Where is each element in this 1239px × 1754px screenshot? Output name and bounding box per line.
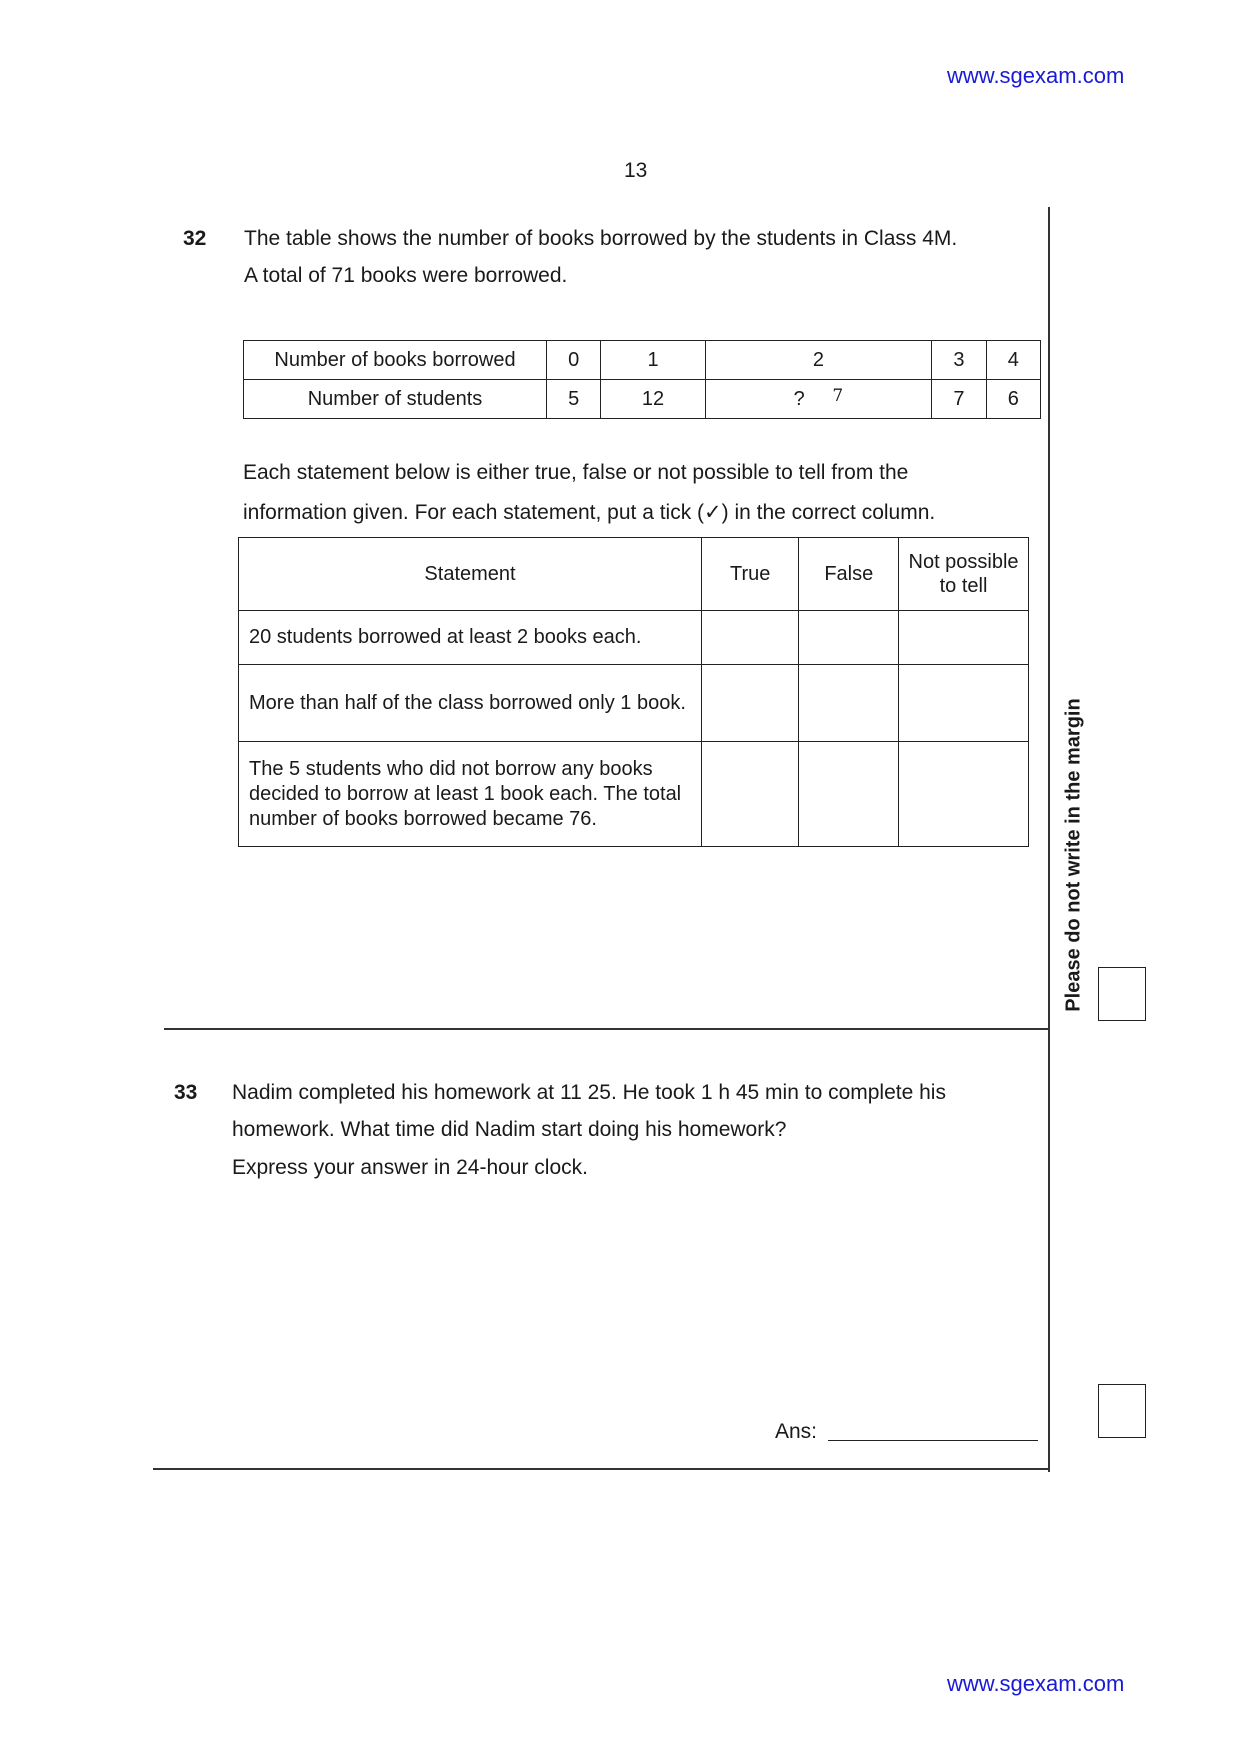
- tick-cell-true[interactable]: [702, 742, 799, 847]
- q32-number: 32: [183, 227, 207, 250]
- statement-row: [239, 665, 1029, 742]
- tick-cell-not-possible[interactable]: [899, 742, 1029, 847]
- books-cell: 4: [986, 341, 1040, 380]
- q33-answer-label: Ans:: [775, 1420, 818, 1443]
- statement-row: [239, 742, 1029, 847]
- statement-text: More than half of the class borrowed only 1 book.: [239, 665, 702, 742]
- books-cell: 0: [547, 341, 601, 380]
- statements-header-row: [239, 538, 1029, 611]
- students-cell: 12: [601, 380, 705, 419]
- books-cell: 2: [705, 341, 932, 380]
- students-cell-unknown: [705, 380, 932, 419]
- tick-cell-true[interactable]: [702, 611, 799, 665]
- margin-rule: [1048, 207, 1050, 1472]
- tick-cell-true[interactable]: [702, 665, 799, 742]
- q33-line2: homework. What time did Nadim start doing his homework?: [232, 1118, 787, 1141]
- tick-cell-not-possible[interactable]: [899, 611, 1029, 665]
- header-statement: Statement: [239, 538, 702, 611]
- tick-cell-false[interactable]: [799, 665, 899, 742]
- handwritten-note: 7: [832, 385, 844, 406]
- q32-instruction-line1: Each statement below is either true, false or not possible to tell from the: [243, 461, 909, 484]
- q32-mark-box[interactable]: [1098, 967, 1146, 1021]
- students-row: [244, 380, 1041, 419]
- question-separator: [164, 1028, 1050, 1030]
- books-cell: 3: [932, 341, 986, 380]
- tick-cell-false[interactable]: [799, 611, 899, 665]
- statement-text: The 5 students who did not borrow any books decided to borrow at least 1 book each. The total number of books borrowed became 76.: [239, 742, 702, 847]
- bottom-rule: [153, 1468, 1050, 1470]
- header-site-link[interactable]: www.sgexam.com: [947, 63, 1125, 88]
- books-cell: 1: [601, 341, 705, 380]
- students-unknown-mark: ?: [793, 387, 805, 410]
- q33-line3: Express your answer in 24-hour clock.: [232, 1156, 588, 1179]
- q33-number: 33: [174, 1081, 198, 1104]
- books-borrowed-table: [243, 340, 1041, 419]
- students-cell: 5: [547, 380, 601, 419]
- students-cell: 6: [986, 380, 1040, 419]
- q33-line1: Nadim completed his homework at 11 25. He took 1 h 45 min to complete his: [232, 1081, 946, 1104]
- q33-mark-box[interactable]: [1098, 1384, 1146, 1438]
- books-row-label: Number of books borrowed: [244, 341, 547, 380]
- q32-line1: The table shows the number of books borrowed by the students in Class 4M.: [244, 227, 958, 250]
- tick-cell-not-possible[interactable]: [899, 665, 1029, 742]
- q32-line2: A total of 71 books were borrowed.: [244, 264, 568, 287]
- header-false: False: [799, 538, 899, 611]
- tick-cell-false[interactable]: [799, 742, 899, 847]
- q33-answer-line[interactable]: [828, 1416, 1038, 1441]
- header-true: True: [702, 538, 799, 611]
- header-not-possible: Not possible to tell: [899, 538, 1029, 611]
- statement-row: [239, 611, 1029, 665]
- statement-text: 20 students borrowed at least 2 books each.: [239, 611, 702, 665]
- footer-site-link[interactable]: www.sgexam.com: [947, 1671, 1125, 1696]
- books-row: [244, 341, 1041, 380]
- students-cell: 7: [932, 380, 986, 419]
- page-number: 13: [624, 159, 648, 182]
- statements-table: [238, 537, 1029, 847]
- students-row-label: Number of students: [244, 380, 547, 419]
- q32-instruction-line2: information given. For each statement, put a tick (✓) in the correct column.: [243, 501, 936, 524]
- margin-note: Please do not write in the margin: [1062, 698, 1085, 1012]
